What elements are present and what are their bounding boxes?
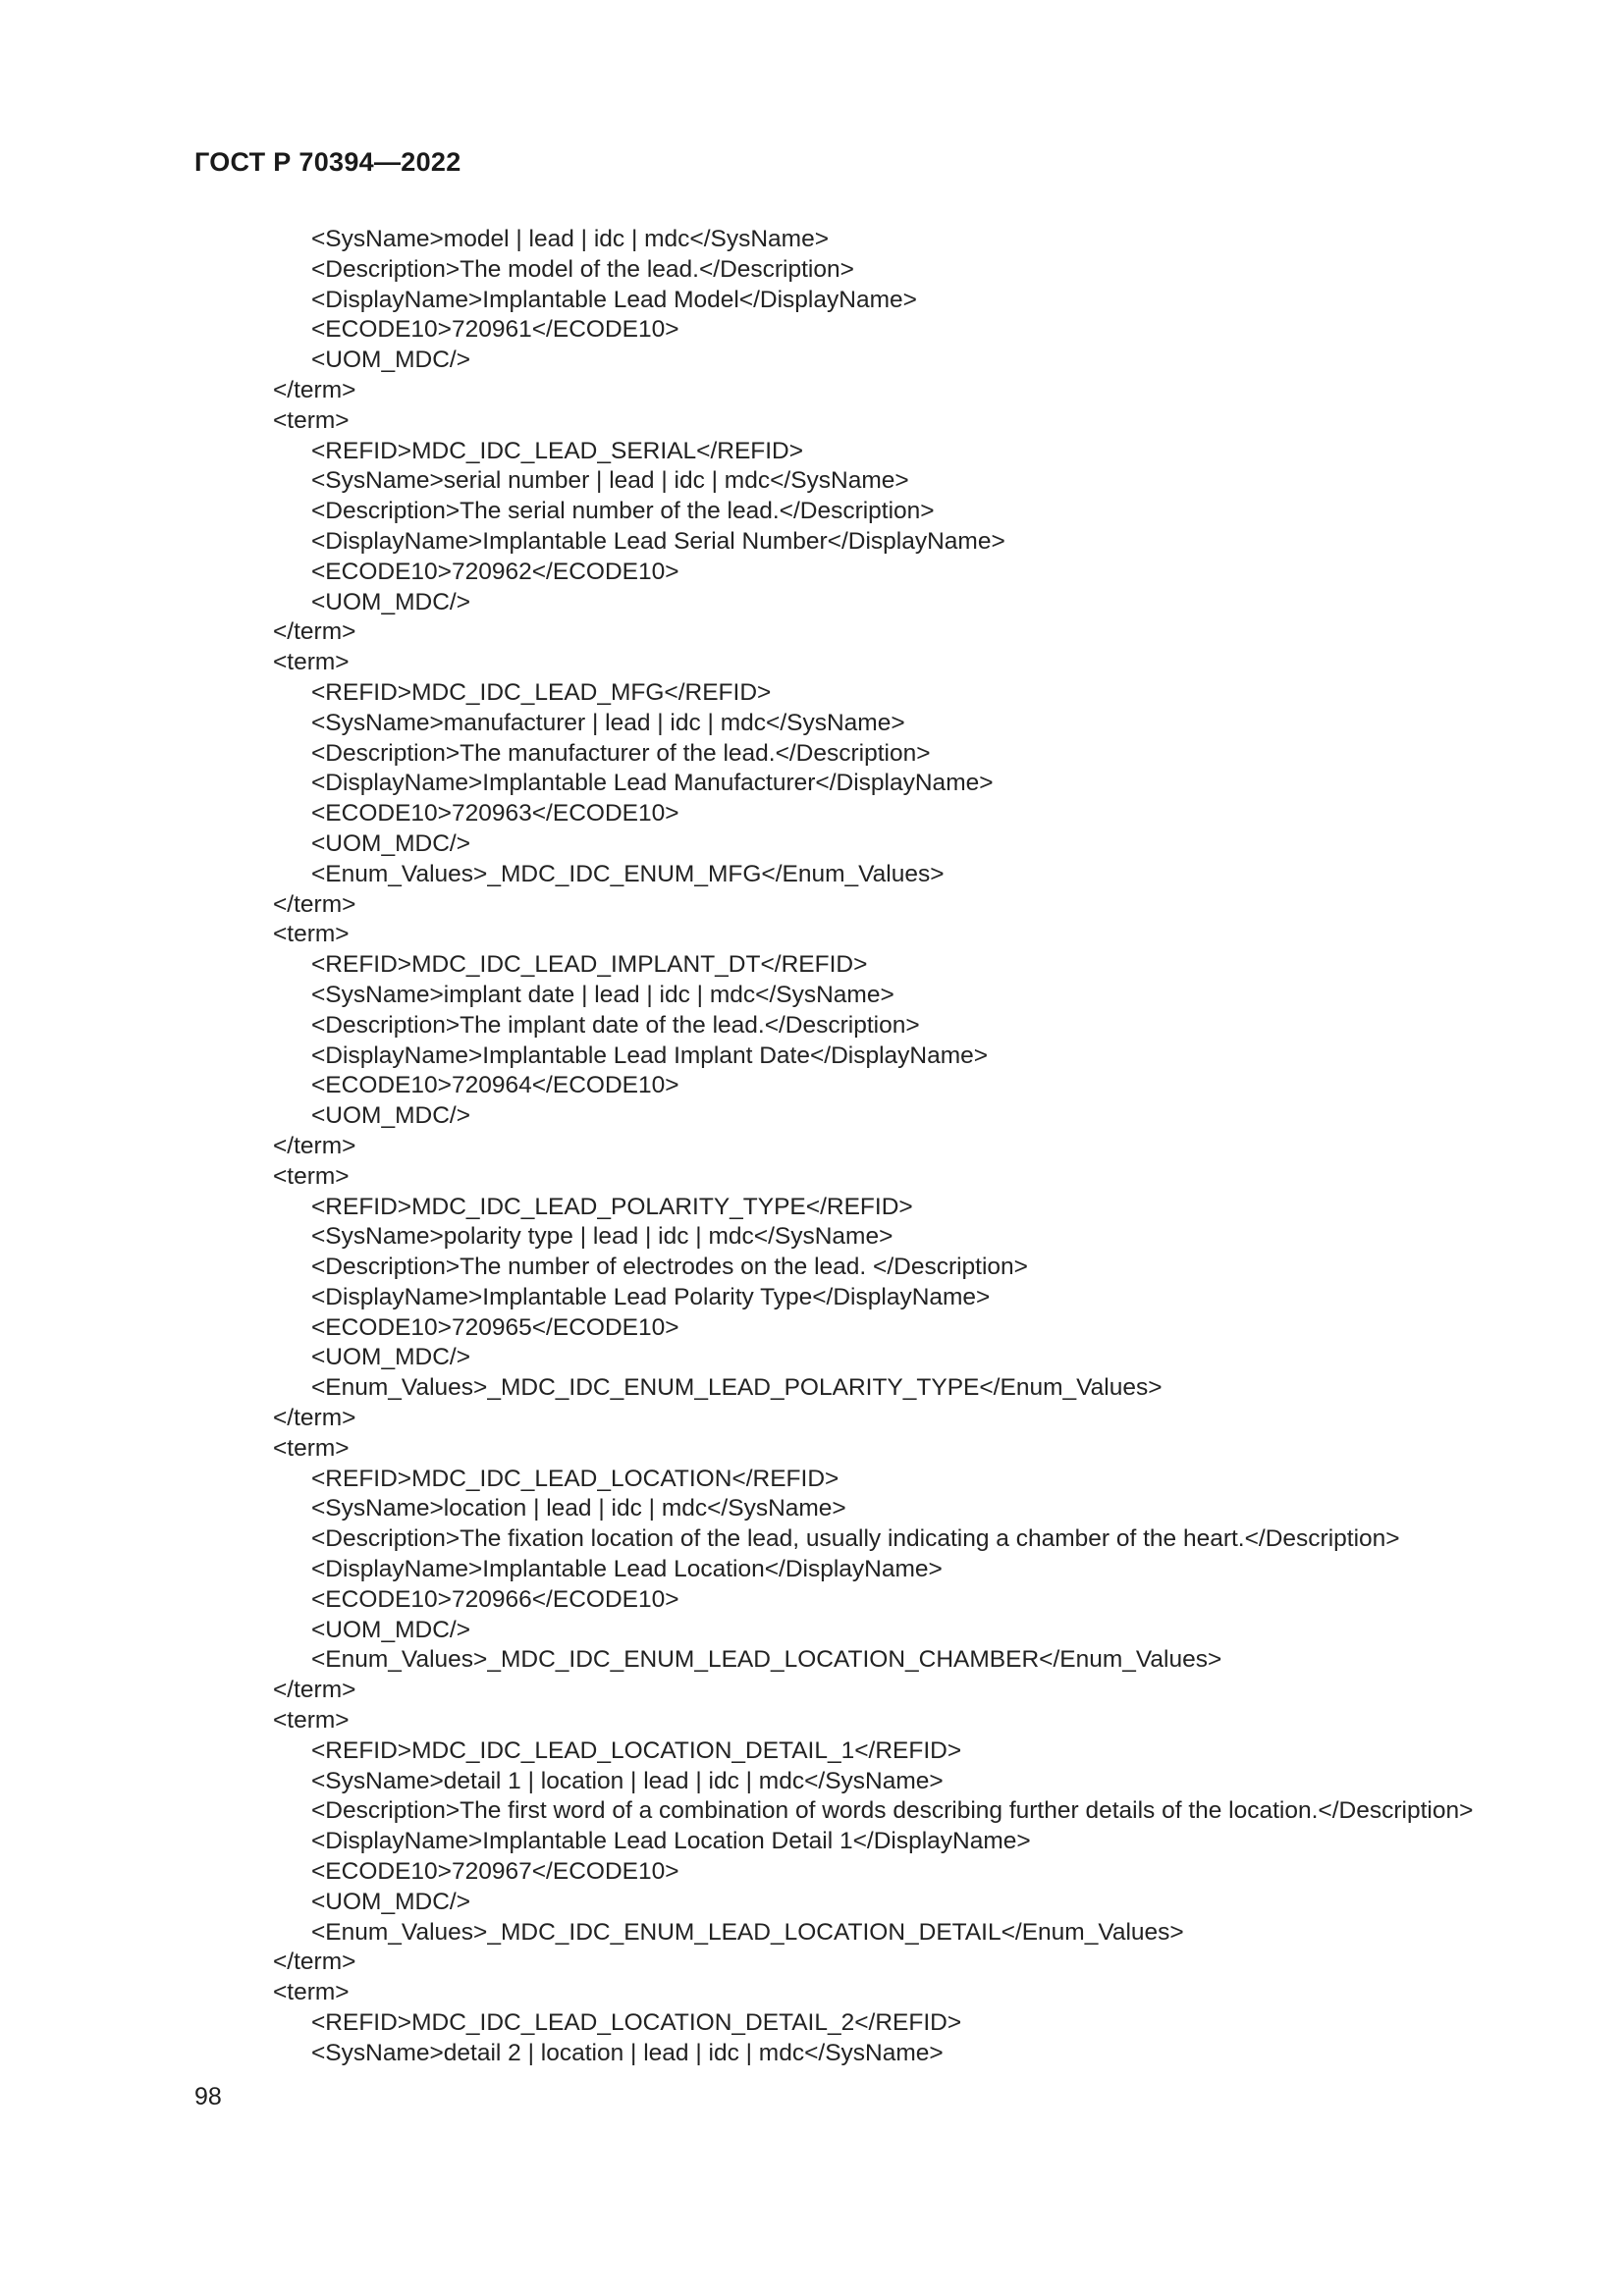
xml-line: <ECODE10>720964</ECODE10>	[311, 1072, 679, 1099]
xml-line: </term>	[273, 1132, 356, 1159]
xml-line: <REFID>MDC_IDC_LEAD_LOCATION_DETAIL_1</REFID>	[311, 1736, 962, 1764]
xml-line: <ECODE10>720965</ECODE10>	[311, 1313, 679, 1341]
xml-line: <term>	[273, 1434, 350, 1462]
page-header-standard-id: ГОСТ Р 70394—2022	[194, 147, 461, 177]
xml-line: <Description>The number of electrodes on the lead. </Description>	[311, 1254, 1028, 1281]
xml-line: <Enum_Values>_MDC_IDC_ENUM_LEAD_LOCATION_DETAIL</Enum_Values>	[311, 1918, 1184, 1946]
xml-line: <term>	[273, 649, 350, 676]
xml-line: <Description>The implant date of the lead.</Description>	[311, 1011, 920, 1039]
xml-line: <REFID>MDC_IDC_LEAD_IMPLANT_DT</REFID>	[311, 951, 868, 979]
xml-line: <REFID>MDC_IDC_LEAD_POLARITY_TYPE</REFID>	[311, 1193, 913, 1220]
xml-line: </term>	[273, 1949, 356, 1976]
xml-line: <SysName>detail 1 | location | lead | idc | mdc</SysName>	[311, 1767, 944, 1794]
xml-line: <Enum_Values>_MDC_IDC_ENUM_LEAD_LOCATION_CHAMBER</Enum_Values>	[311, 1646, 1222, 1674]
xml-line: <DisplayName>Implantable Lead Model</DisplayName>	[311, 286, 917, 313]
xml-line: </term>	[273, 890, 356, 918]
xml-line: <ECODE10>720962</ECODE10>	[311, 558, 679, 585]
xml-line: <DisplayName>Implantable Lead Polarity Type</DisplayName>	[311, 1283, 991, 1310]
xml-line: <Enum_Values>_MDC_IDC_ENUM_LEAD_POLARITY_TYPE</Enum_Values>	[311, 1374, 1163, 1402]
xml-line: <UOM_MDC/>	[311, 1102, 471, 1130]
xml-line: <SysName>polarity type | lead | idc | mdc</SysName>	[311, 1223, 893, 1251]
xml-line: <Description>The manufacturer of the lead.</Description>	[311, 739, 931, 767]
xml-line: <UOM_MDC/>	[311, 829, 471, 857]
xml-line: <ECODE10>720961</ECODE10>	[311, 316, 679, 344]
xml-line: <UOM_MDC/>	[311, 588, 471, 615]
xml-line: <SysName>model | lead | idc | mdc</SysName>	[311, 226, 830, 252]
xml-line: <Enum_Values>_MDC_IDC_ENUM_MFG</Enum_Values>	[311, 860, 945, 887]
xml-line: <Description>The first word of a combination of words describing further details of the location.</Description>	[311, 1797, 1474, 1825]
xml-line: <UOM_MDC/>	[311, 347, 471, 374]
xml-line: </term>	[273, 376, 356, 403]
xml-line: <ECODE10>720967</ECODE10>	[311, 1858, 679, 1886]
page-number: 98	[194, 2083, 222, 2110]
xml-line: <UOM_MDC/>	[311, 1616, 471, 1643]
xml-line: <ECODE10>720963</ECODE10>	[311, 800, 679, 828]
xml-line: <UOM_MDC/>	[311, 1888, 471, 1915]
xml-line: <DisplayName>Implantable Lead Implant Date</DisplayName>	[311, 1041, 989, 1069]
xml-line: <DisplayName>Implantable Lead Serial Number</DisplayName>	[311, 527, 1005, 555]
xml-line: <SysName>implant date | lead | idc | mdc</SysName>	[311, 981, 894, 1008]
xml-code-listing	[273, 225, 1589, 2069]
xml-line: <ECODE10>720966</ECODE10>	[311, 1585, 679, 1613]
xml-line: <term>	[273, 1707, 350, 1735]
xml-line: <REFID>MDC_IDC_LEAD_LOCATION_DETAIL_2</REFID>	[311, 2009, 962, 2037]
xml-line: <term>	[273, 1162, 350, 1190]
xml-line: </term>	[273, 1677, 356, 1704]
xml-line: <SysName>location | lead | idc | mdc</SysName>	[311, 1495, 846, 1522]
xml-line: <term>	[273, 406, 350, 434]
xml-line: </term>	[273, 1405, 356, 1432]
xml-line: <SysName>detail 2 | location | lead | idc | mdc</SysName>	[311, 2039, 944, 2066]
xml-line: <DisplayName>Implantable Lead Manufacturer</DisplayName>	[311, 770, 994, 797]
xml-line: <SysName>serial number | lead | idc | mdc</SysName>	[311, 467, 909, 495]
xml-line: <SysName>manufacturer | lead | idc | mdc</SysName>	[311, 709, 905, 736]
xml-line: <REFID>MDC_IDC_LEAD_MFG</REFID>	[311, 678, 772, 706]
xml-line: </term>	[273, 618, 356, 646]
xml-line: <DisplayName>Implantable Lead Location Detail 1</DisplayName>	[311, 1828, 1031, 1855]
xml-line: <Description>The fixation location of the lead, usually indicating a chamber of the heart.</Description>	[311, 1525, 1400, 1553]
xml-line: <Description>The serial number of the lead.</Description>	[311, 498, 935, 525]
xml-line: <REFID>MDC_IDC_LEAD_SERIAL</REFID>	[311, 437, 804, 464]
xml-line: <Description>The model of the lead.</Description>	[311, 255, 854, 283]
xml-line: <term>	[273, 1979, 350, 2006]
xml-line: <DisplayName>Implantable Lead Location</DisplayName>	[311, 1556, 943, 1583]
xml-line: <term>	[273, 921, 350, 948]
xml-line: <REFID>MDC_IDC_LEAD_LOCATION</REFID>	[311, 1465, 839, 1492]
xml-line: <UOM_MDC/>	[311, 1344, 471, 1371]
